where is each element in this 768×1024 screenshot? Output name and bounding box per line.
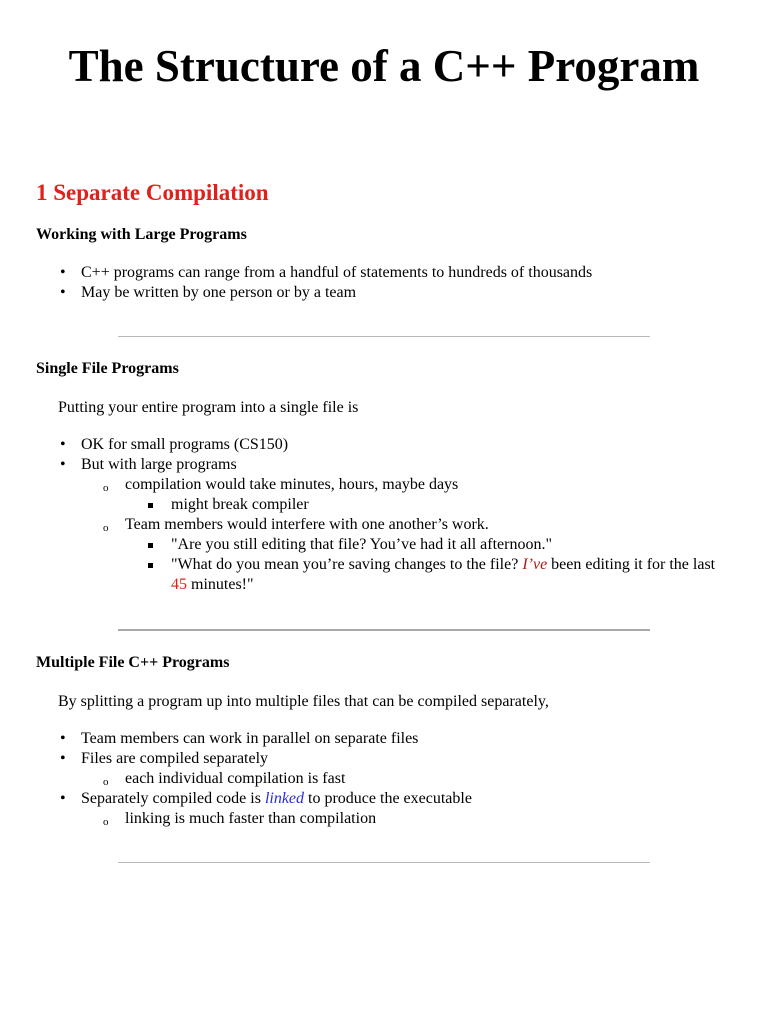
large-programs-list [81,263,592,303]
list-item [81,435,731,455]
sublist-item-text: Team members would interfere with one another’s work. [125,516,489,533]
page-title: The Structure of a C++ Program [68,41,700,91]
sub-sublist [125,495,731,515]
linked-term: linked [264,790,305,807]
list-item-text: But with large programs [81,456,237,473]
multiple-file-intro: By splitting a program up into multiple files that can be compiled separately, [58,693,549,710]
list-item [81,455,731,595]
divider [118,336,650,337]
emphasis-text: I’ve [522,556,548,573]
sublist-item [125,515,731,595]
sublist-item: o linking is much faster than compilation [125,809,472,829]
divider [118,629,650,631]
list-item-text: OK for small programs (CS150) [81,436,289,453]
sub-sublist-item: might break compiler [171,495,731,515]
quote-item: "Are you still editing that file? You’ve had it all afternoon." [171,535,731,555]
section-number: 1 [36,180,48,205]
section-title: Separate Compilation [53,180,269,205]
heading-working-with-large-programs: Working with Large Programs [36,226,247,243]
sub-sublist [125,535,731,595]
single-file-intro: Putting your entire program into a single file is [58,399,359,416]
quote-text: been editing it for the last [547,556,716,573]
section-heading [36,178,269,208]
list-item-text: Separately compiled code is [81,790,265,807]
heading-single-file-programs: Single File Programs [36,360,179,377]
sublist [81,475,731,595]
list-item: • May be written by one person or by a team [81,283,592,303]
quote-text: "What do you mean you’re saving changes to the file? [171,556,523,573]
list-item [81,749,472,789]
sublist-item-text: compilation would take minutes, hours, maybe days [125,476,459,493]
sublist-item [125,475,731,515]
list-item-text: to produce the executable [304,790,472,807]
quote-text: minutes!" [187,576,254,593]
sublist [81,769,472,789]
single-file-list [81,435,731,595]
heading-multiple-file-programs: Multiple File C++ Programs [36,654,230,671]
highlighted-number: 45 [171,576,187,593]
quote-item [171,555,731,595]
list-item: • Team members can work in parallel on separate files [81,729,472,749]
divider [118,862,650,863]
list-item-text: Files are compiled separately [81,750,269,767]
multiple-file-list [81,729,472,829]
sublist [81,809,472,829]
sublist-item: o each individual compilation is fast [125,769,472,789]
list-item: • C++ programs can range from a handful of statements to hundreds of thousands [81,263,592,283]
list-item [81,789,472,829]
